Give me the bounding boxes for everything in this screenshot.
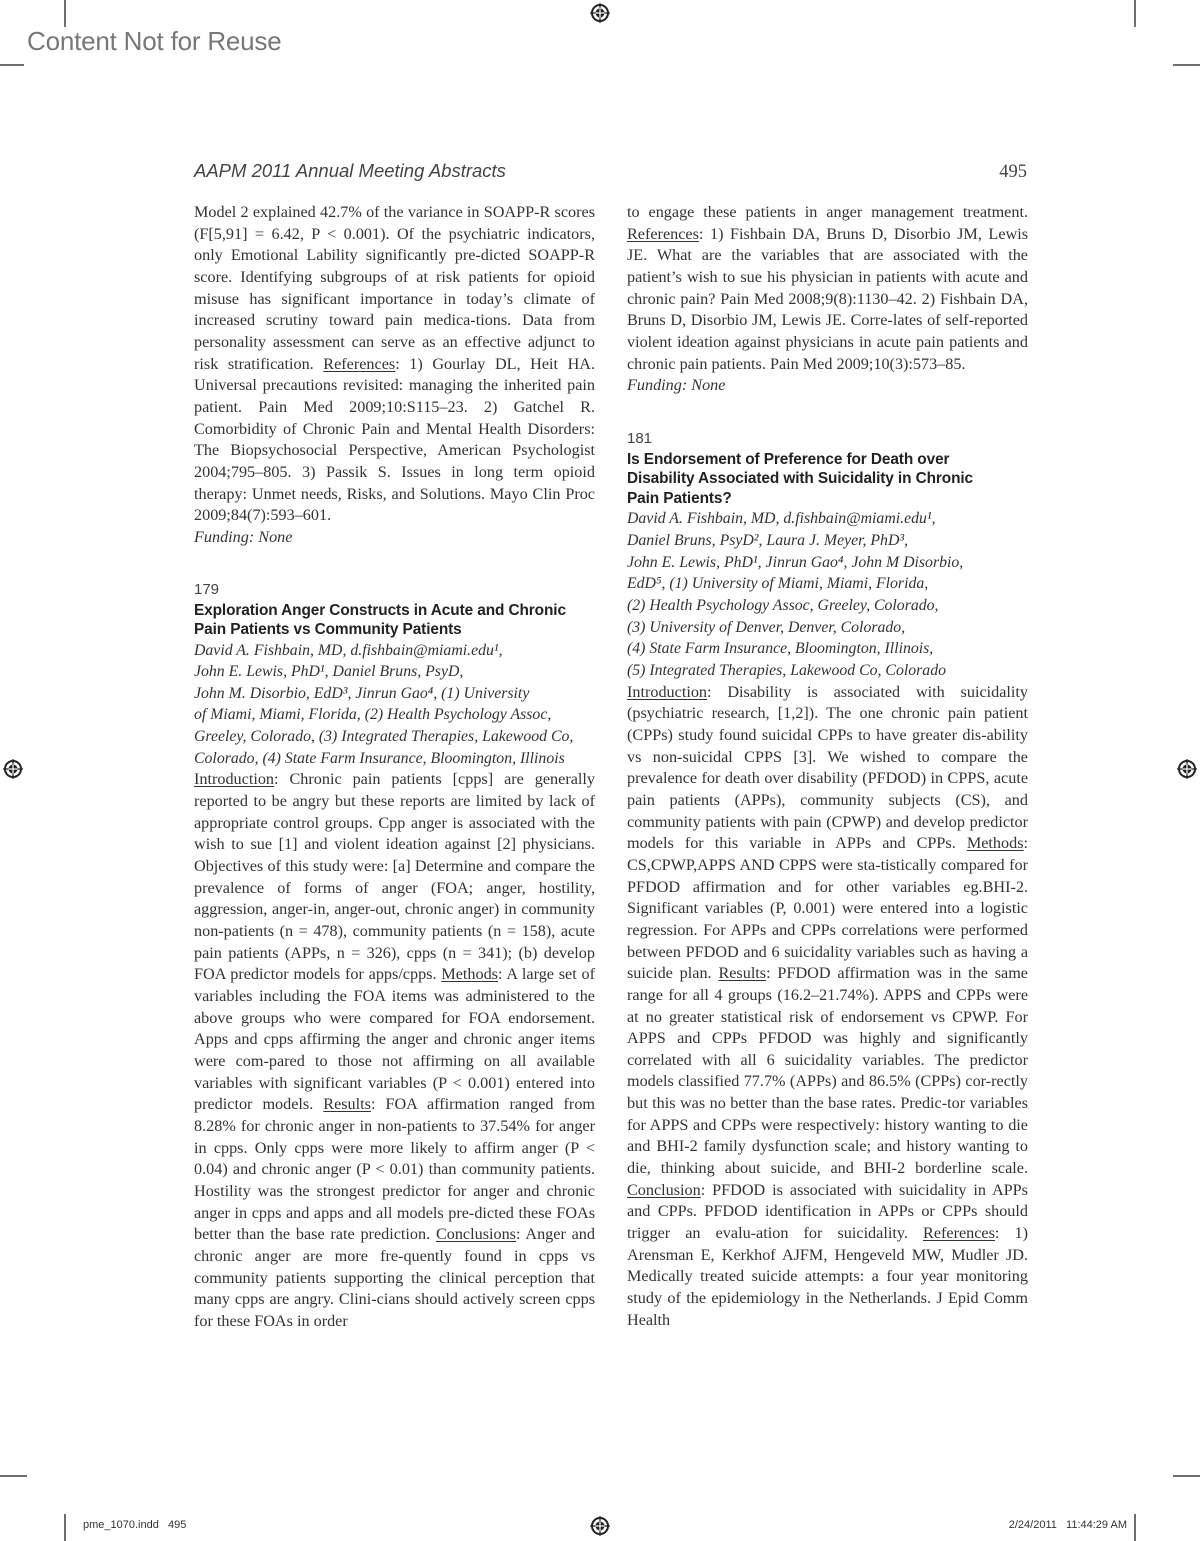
footer-timestamp: 2/24/2011 11:44:29 AM — [1008, 1519, 1127, 1531]
abstract-continuation: to engage these patients in anger management treatment. References: 1) Fishbain DA, Bruns D, Disorbio JM, Lewis JE. What are the variables that are associated with the patient’s wish to sue his physician in patients with acute and chronic pain? Pain Med 2008;9(8):1130–42. 2) Fishbain DA, Bruns D, Disorbio JM, Lewis JE. Corre-lates of self-reported violent ideation against physicians in acute pain patients and chronic pain patients. Pain Med 2009;10(3):573–85. — [627, 203, 1028, 373]
crop-mark-top-left-horizontal — [0, 64, 24, 66]
crop-mark-bottom-left-horizontal — [0, 1475, 27, 1477]
right-column — [627, 202, 1028, 1331]
introduction-label: Introduction — [194, 770, 275, 789]
registration-mark-top-icon — [590, 3, 610, 23]
journal-section-title: AAPM 2011 Annual Meeting Abstracts — [194, 160, 506, 181]
author-list: David A. Fishbain, MD, d.fishbain@miami.edu¹, John E. Lewis, PhD¹, Daniel Bruns, PsyD, John M. Disorbio, EdD³, Jinrun Gao⁴, (1) University of Miami, Miami, Florida, (2) Health Psychology Assoc, Greeley, Colorado, (3) Integrated Therapies, Lakewood Co, Colorado, (4) State Farm Insurance, Bloomington, Illinois — [194, 641, 574, 767]
footer-file-info: pme_1070.indd 495 — [83, 1519, 187, 1531]
crop-mark-top-left-vertical — [64, 0, 66, 27]
abstract-title: Is Endorsement of Preference for Death over Disability Associated with Suicidality in Chronic Pain Patients? — [627, 450, 974, 507]
methods-label: Methods — [441, 965, 498, 984]
references-label: References — [923, 1224, 995, 1243]
conclusion-label: Conclusion — [627, 1180, 701, 1199]
conclusions-label: Conclusions — [435, 1225, 516, 1244]
left-column — [194, 202, 595, 1333]
funding-note: Funding: None — [194, 527, 293, 546]
crop-mark-bottom-left-vertical — [64, 1514, 66, 1541]
watermark: Content Not for Reuse — [27, 26, 282, 56]
abstract-number: 181 — [627, 429, 653, 447]
crop-mark-bottom-right-vertical — [1134, 1514, 1136, 1541]
registration-mark-right-icon — [1177, 759, 1197, 779]
abstract-title: Exploration Anger Constructs in Acute and Chronic Pain Patients vs Community Patients — [194, 601, 566, 638]
page-number: 495 — [999, 162, 1027, 182]
abstract-continuation: Model 2 explained 42.7% of the variance in SOAPP-R scores (F[5,91] = 6.42, P < 0.001). Of the psychiatric indicators, only Emotional Lability significantly pre-dicted SOAPP-R score. Identifying subgroups of at risk patients for opioid misuse has significant importance in today’s climate of increased scrutiny toward pain medica-tions. Data from personality assessment can serve as an effective adjunct to risk stratification. References: 1) Gourlay DL, Heit HA. Universal precautions revisited: managing the inherited pain patient. Pain Med 2009;10:S115–23. 2) Gatchel R. Comorbidity of Chronic Pain and Mental Health Disorders: The Biopsychosocial Perspective, American Psychologist 2004;795–805. 3) Passik S. Issues in long term opioid therapy: Unmet needs, Risks, and Solutions. Mayo Clin Proc 2009;84(7):593–601. — [194, 203, 596, 525]
crop-mark-bottom-right-horizontal — [1173, 1475, 1200, 1477]
references-label: References — [627, 224, 699, 243]
crop-mark-top-right-vertical — [1134, 0, 1136, 27]
abstract-body: Introduction: Disability is associated with suicidality (psychiatric research, [1,2]). The one chronic pain patient (CPPs) study found suicidal CPPs to have greater dis-ability vs non-suicidal CPPS [3]. We wished to compare the prevalence for death over disability (PFDOD) in CPPS, acute pain patients (APPs), community subjects (CS), and community patients with pain (CPWP) and develop predictor models for this variable in APPs and CPPs. Methods: CS,CPWP,APPS AND CPPS were sta-tistically compared for PFDOD affirmation and for other variables eg.BHI-2. Significant variables (P, 0.001) were entered into a logistic regression. For APPs and CPPs correlations were performed between PFDOD and 6 suicidality variables such as having a suicide plan. Results: PFDOD affirmation was in the same range for all 4 groups (16.2–21.74%). APPS and CPPs were at no greater statistical risk of endorsement vs CPWP. For APPS and CPPs PFDOD was highly and significantly correlated with all 6 suicidality variables. The predictor models classified 77.7% (APPs) and 86.5% (CPPs) cor-rectly but this was no better than the base rates. Predic-tor variables for APPS and CPPs were respectively: history wanting to die and BHI-2 family dysfunction scale; and history wanting to die, thinking about suicide, and BHI-2 borderline scale. Conclusion: PFDOD is associated with suicidality in APPs and CPPs. PFDOD identification in APPs or CPPs should trigger an evalu-ation for suicidality. References: 1) Arensman E, Kerkhof AJFM, Hengeveld MW, Mudler JD. Medically treated suicide attempts: a four year monitoring study of the epidemiology in the Netherlands. J Epid Comm Health — [627, 682, 1028, 1329]
references-label: References — [323, 354, 396, 373]
author-list: David A. Fishbain, MD, d.fishbain@miami.edu¹, Daniel Bruns, PsyD², Laura J. Meyer, PhD³, John E. Lewis, PhD¹, Jinrun Gao⁴, John M Disorbio, EdD⁵, (1) University of Miami, Miami, Florida, (2) Health Psychology Assoc, Greeley, Colorado, (3) University of Denver, Denver, Colorado, (4) State Farm Insurance, Bloomington, Illinois, (5) Integrated Therapies, Lakewood Co, Colorado — [627, 510, 964, 679]
methods-label: Methods — [966, 834, 1024, 853]
funding-note: Funding: None — [627, 376, 726, 395]
registration-mark-bottom-icon — [590, 1516, 610, 1536]
crop-mark-top-right-horizontal — [1173, 64, 1200, 66]
results-label: Results — [323, 1095, 371, 1114]
abstract-number: 179 — [194, 580, 220, 598]
abstract-body: Introduction: Chronic pain patients [cpps] are generally reported to be angry but these reports are limited by lack of appropriate control groups. Cpp anger is associated with the wish to sue [1] and violent ideation against [2] physicians. Objectives of this study were: [a] Determine and compare the prevalence of forms of anger (FOA; anger, hostility, aggression, anger-in, anger-out, chronic anger) in community non-patients (n = 478), community patients (n = 158), acute pain patients (APPs, n = 326), cpps (n = 341); (b) develop FOA predictor models for apps/cpps. Methods: A large set of variables including the FOA items was administered to the above groups who were compared for FOA endorsement. Apps and cpps affirming the anger and chronic anger items were com-pared to those not affirming on all available variables with significant variables (P < 0.001) entered into predictor models. Results: FOA affirmation ranged from 8.28% for chronic anger in non-patients to 37.54% for anger in cpps. Only cpps were more likely to affirm anger (P < 0.04) and chronic anger (P < 0.01) than community patients. Hostility was the strongest predictor for anger and chronic anger in cpps and apps and all models pre-dicted these FOAs better than the base rate prediction. Conclusions: Anger and chronic anger are more fre-quently found in cpps vs community patients supporting the clinical perception that many cpps are angry. Clini-cians should actively screen cpps for these FOAs in order — [194, 770, 596, 1330]
results-label: Results — [718, 964, 767, 983]
registration-mark-left-icon — [3, 759, 23, 779]
introduction-label: Introduction — [627, 682, 708, 701]
running-head — [194, 160, 1027, 183]
